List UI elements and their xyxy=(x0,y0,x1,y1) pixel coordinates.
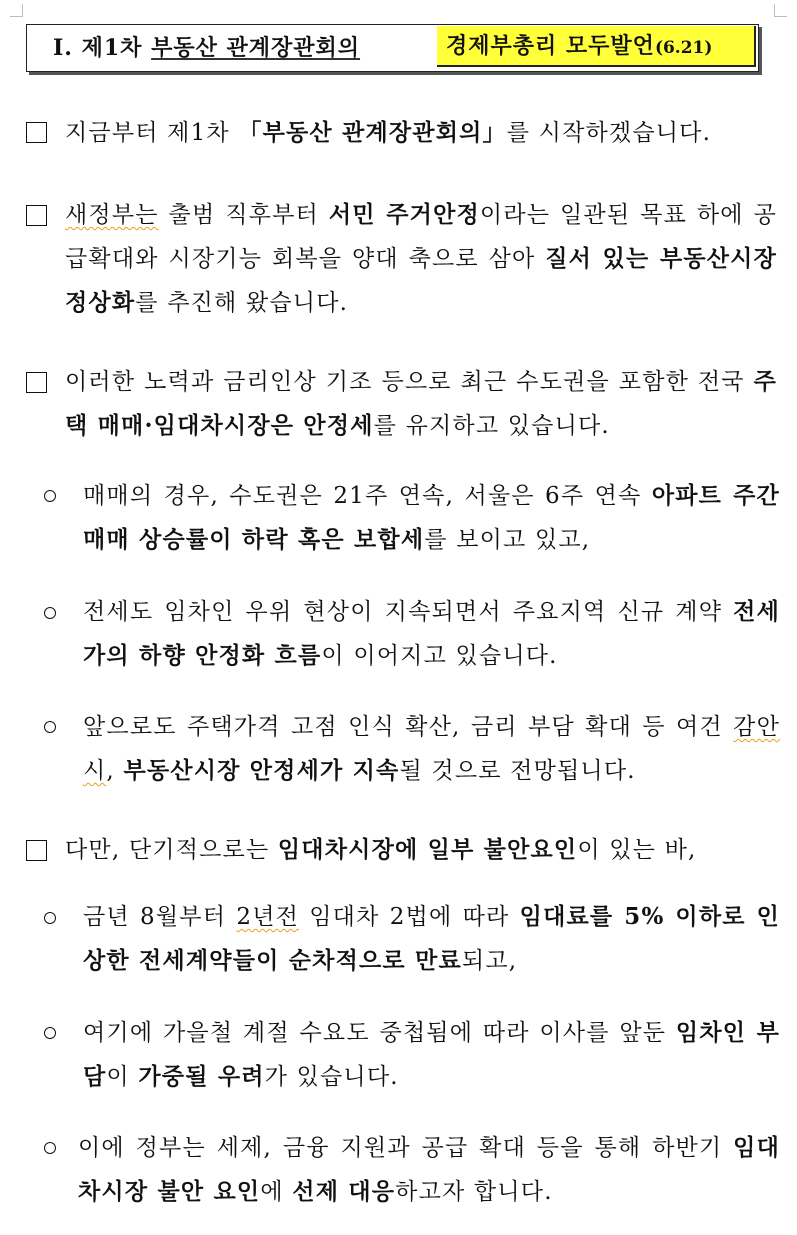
highlighted-title xyxy=(437,26,756,67)
emphasized-text: 전세가의 하향 안정화 흐름 xyxy=(83,598,780,669)
paragraph-market-stability xyxy=(65,360,777,448)
emphasized-text: 임차인 부담 xyxy=(83,1019,780,1090)
body-text: 감안시 xyxy=(83,714,780,784)
checkbox-bullet xyxy=(26,840,47,861)
body-text: 임대차 2법에 따라 xyxy=(299,904,520,930)
checkbox-bullet xyxy=(26,205,47,226)
emphasized-text: 「부동산 관계장관회의」 xyxy=(238,119,507,146)
circle-bullet xyxy=(44,721,56,733)
page-corner-mark-right xyxy=(774,4,787,17)
emphasized-text: 선제 대응 xyxy=(292,1178,396,1205)
checkbox-bullet xyxy=(26,372,47,393)
paragraph-policy-goal xyxy=(65,193,777,325)
item-contract-expiry xyxy=(83,895,780,983)
body-text: 여기에 가을철 계절 수요도 중첩됨에 따라 이사를 앞둔 xyxy=(83,1020,676,1046)
body-text: 를 추진해 왔습니다. xyxy=(135,290,349,316)
body-text: 가 있습니다. xyxy=(264,1064,399,1090)
circle-bullet xyxy=(44,607,56,619)
emphasized-text: 가중될 우려 xyxy=(138,1063,265,1090)
circle-bullet xyxy=(44,1142,56,1154)
body-text: 2년전 xyxy=(236,904,300,930)
emphasized-text: 서민 주거안정 xyxy=(328,201,480,228)
section-numeral: Ⅰ. xyxy=(53,35,73,61)
speech-title: 경제부총리 모두발언 xyxy=(446,33,655,59)
meeting-ordinal: 제1차 xyxy=(81,35,143,61)
body-text: 이 있는 바, xyxy=(577,837,697,863)
item-jeonse-trend xyxy=(83,590,780,678)
body-text: 이러한 노력과 금리인상 기조 등으로 최근 수도권을 포함한 전국 xyxy=(65,369,754,395)
emphasized-text: 아파트 주간 매매 상승률이 하락 혹은 보합세 xyxy=(83,482,780,553)
paragraph-rental-risk xyxy=(65,828,777,872)
body-text: 앞으로도 주택가격 고점 인식 확산, 금리 부담 확대 등 여건 xyxy=(83,714,734,740)
emphasized-text: 부동산시장 안정세가 지속 xyxy=(123,757,400,784)
emphasized-text: 질서 있는 부동산시장 정상화 xyxy=(65,245,777,316)
item-seasonal-demand xyxy=(83,1011,780,1099)
body-text: 되고, xyxy=(461,948,518,974)
body-text: , xyxy=(106,758,124,784)
body-text: 매매의 경우, 수도권은 21주 연속, 서울은 6주 연속 xyxy=(83,483,652,509)
body-text: 이에 정부는 세제, 금융 지원과 공급 확대 등을 통해 하반기 xyxy=(78,1135,734,1161)
emphasized-text: 주택 매매·임대차시장은 안정세 xyxy=(65,368,777,439)
body-text: 될 것으로 전망됩니다. xyxy=(399,758,636,784)
body-text: 금년 8월부터 xyxy=(83,904,237,930)
body-text: 출범 직후부터 xyxy=(158,202,329,228)
emphasized-text: 임대료를 5% 이하로 인상한 전세계약들이 순차적으로 만료 xyxy=(83,903,780,974)
emphasized-text: 임대차시장 불안 요인 xyxy=(78,1134,780,1205)
circle-bullet xyxy=(44,1027,56,1039)
body-text: 전세도 임차인 우위 현상이 지속되면서 주요지역 신규 계약 xyxy=(83,599,734,625)
speech-date: (6.21) xyxy=(654,38,713,58)
body-text: 에 xyxy=(260,1179,293,1205)
checkbox-bullet xyxy=(26,122,47,143)
body-text: 지금부터 제1차 xyxy=(65,120,239,146)
body-text: 이 이어지고 있습니다. xyxy=(321,643,558,669)
meeting-name: 부동산 관계장관회의 xyxy=(151,35,361,61)
page-corner-mark-left xyxy=(10,4,23,17)
body-text: 새정부는 xyxy=(65,202,159,228)
body-text: 를 시작하겠습니다. xyxy=(506,120,712,146)
item-outlook xyxy=(83,705,780,793)
body-text: 를 보이고 있고, xyxy=(424,527,591,553)
body-text: 하고자 합니다. xyxy=(395,1179,553,1205)
body-text: 다만, 단기적으로는 xyxy=(65,837,278,863)
section-title-box xyxy=(26,24,759,72)
item-government-response xyxy=(78,1126,780,1214)
circle-bullet xyxy=(44,490,56,502)
emphasized-text: 임대차시장에 일부 불안요인 xyxy=(277,836,578,863)
section-title xyxy=(53,25,360,71)
body-text: 이 xyxy=(106,1064,139,1090)
item-sales-trend xyxy=(83,474,780,562)
body-text: 를 유지하고 있습니다. xyxy=(373,413,610,439)
circle-bullet xyxy=(44,912,56,924)
body-text: 이라는 일관된 목표 하에 공급확대와 시장기능 회복을 양대 축으로 삼아 xyxy=(65,202,777,272)
paragraph-opening xyxy=(65,111,777,155)
